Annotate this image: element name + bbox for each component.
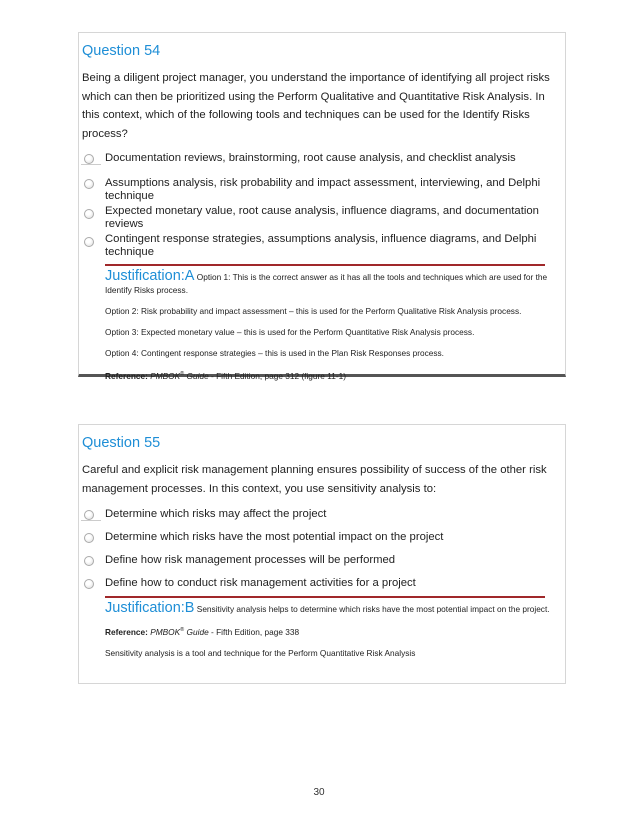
question-title: Question 55 [82,435,161,451]
radio-button-icon[interactable] [84,556,94,566]
option-label: Expected monetary value, root cause analysis, influence diagrams, and documentation reviews [105,205,539,230]
option-label: Contingent response strategies, assumptions analysis, influence diagrams, and Delphi technique [105,233,537,258]
question-55-card [78,424,566,684]
option-4[interactable] [105,233,565,259]
radio-button-icon[interactable] [84,533,94,543]
radio-button-icon[interactable] [84,510,94,520]
option-1[interactable] [105,508,565,521]
justification-divider [105,264,545,266]
reference-detail: - Fifth Edition, page 338 [211,626,300,637]
question-title: Question 54 [82,43,161,59]
justification-heading: Justification:A [105,268,195,284]
question-54-card [78,32,566,381]
justification-note: Option 4: Contingent response strategies – this is used in the Plan Risk Responses process. [105,348,444,358]
reference-line [105,368,553,383]
justification-note: Option 2: Risk probability and impact assessment – this is used for the Perform Qualitative Risk Analysis process. [105,306,522,316]
reference-book: PMBOK [150,626,181,637]
option-separator [81,164,101,165]
option-3[interactable] [105,205,565,231]
justification-lead: Option 1: This is the correct answer as it has all the tools and techniques which are used for the Identify Risks process. [105,272,548,295]
option-label: Define how risk management processes will be performed [105,554,396,566]
option-label: Determine which risks have the most potential impact on the project [105,531,444,543]
reference-label: Reference: [105,370,148,381]
justification-lead: Sensitivity analysis helps to determine which risks have the most potential impact on the project. [196,604,550,614]
option-1[interactable] [105,152,565,165]
radio-button-icon[interactable] [84,209,94,219]
option-3[interactable] [105,554,565,567]
reference-label: Reference: [105,626,148,637]
option-label: Determine which risks may affect the project [105,508,327,520]
option-separator [81,520,101,521]
reference-line [105,624,553,639]
justification-note: Sensitivity analysis is a tool and technique for the Perform Quantitative Risk Analysis [105,647,416,658]
justification-divider [105,596,545,598]
option-4[interactable] [105,577,565,590]
radio-button-icon[interactable] [84,237,94,247]
radio-button-icon[interactable] [84,179,94,189]
radio-button-icon[interactable] [84,579,94,589]
option-label: Define how to conduct risk management activities for a project [105,577,416,589]
reference-guide: Guide [186,370,209,381]
registered-mark: ® [180,627,185,633]
page-number: 30 [313,787,325,798]
question-text: Being a diligent project manager, you understand the importance of identifying all project risks which can then be prioritized using the Perform Qualitative and Quantitative Risk Analysis. In this context, which of the following tools and techniques can be used for the Identify Risks process? [82,72,550,140]
option-label: Documentation reviews, brainstorming, root cause analysis, and checklist analysis [105,152,516,164]
question-text: Careful and explicit risk management planning ensures possibility of success of the other risk management processes. In this context, you use sensitivity analysis to: [82,464,547,495]
reference-guide: Guide [186,626,209,637]
registered-mark: ® [180,371,185,377]
justification-heading: Justification:B [105,600,195,616]
reference-book: PMBOK [150,370,181,381]
radio-button-icon[interactable] [84,154,94,164]
option-2[interactable] [105,531,565,544]
justification [105,602,553,660]
reference-detail: - Fifth Edition, page 312 (figure 11-1) [211,370,346,381]
option-2[interactable] [105,177,565,203]
justification [105,270,553,383]
justification-note: Option 3: Expected monetary value – this is used for the Perform Quantitative Risk Analysis process. [105,327,475,337]
option-label: Assumptions analysis, risk probability and impact assessment, interviewing, and Delphi technique [105,177,541,202]
